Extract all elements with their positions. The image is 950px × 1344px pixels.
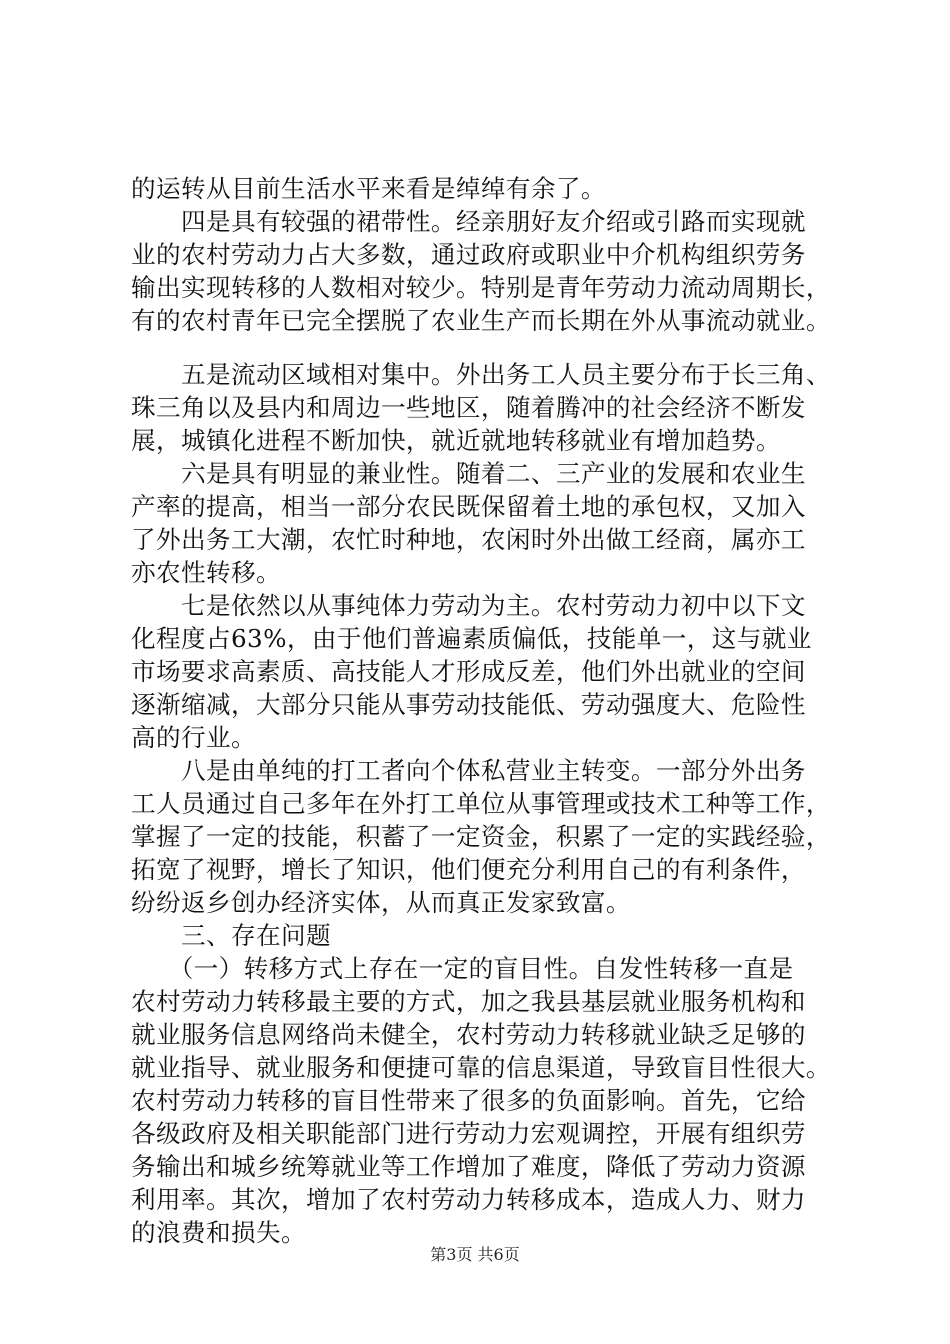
body-text-line: （一）转移方式上存在一定的盲目性。自发性转移一直是: [131, 954, 794, 983]
section-heading: 三、存在问题: [131, 921, 331, 950]
body-text-line: 农村劳动力转移最主要的方式，加之我县基层就业服务机构和: [131, 987, 806, 1016]
body-text-line: 市场要求高素质、高技能人才形成反差，他们外出就业的空间: [131, 657, 806, 686]
body-text-line: 逐渐缩减，大部分只能从事劳动技能低、劳动强度大、危险性: [131, 690, 806, 719]
body-text-line: 产率的提高，相当一部分农民既保留着土地的承包权，又加入: [131, 492, 806, 521]
body-text-line: 利用率。其次，增加了农村劳动力转移成本，造成人力、财力: [131, 1185, 806, 1214]
body-text-line: 拓宽了视野，增长了知识，他们便充分利用自己的有利条件，: [131, 855, 806, 884]
body-text-line: 业的农村劳动力占大多数，通过政府或职业中介机构组织劳务: [131, 240, 806, 269]
body-text-line: 化程度占63%，由于他们普遍素质偏低，技能单一，这与就业: [131, 624, 812, 653]
page-number-footer: 第3页 共6页: [430, 1245, 520, 1264]
body-text-line: 了外出务工大潮，农忙时种地，农闲时外出做工经商，属亦工: [131, 525, 806, 554]
body-text-line: 五是流动区域相对集中。外出务工人员主要分布于长三角、: [131, 360, 831, 389]
body-text-line: 的运转从目前生活水平来看是绰绰有余了。: [131, 174, 606, 203]
body-text-line: 六是具有明显的兼业性。随着二、三产业的发展和农业生: [131, 459, 806, 488]
body-text-line: 亦农性转移。: [131, 558, 281, 587]
body-text-line: 的浪费和损失。: [131, 1218, 306, 1247]
body-text-line: 掌握了一定的技能，积蓄了一定资金，积累了一定的实践经验，: [131, 822, 831, 851]
body-text-line: 有的农村青年已完全摆脱了农业生产而长期在外从事流动就业。: [131, 306, 831, 335]
body-text-line: 农村劳动力转移的盲目性带来了很多的负面影响。首先，它给: [131, 1086, 806, 1115]
body-text-line: 纷纷返乡创办经济实体，从而真正发家致富。: [131, 888, 631, 917]
body-text-line: 七是依然以从事纯体力劳动为主。农村劳动力初中以下文: [131, 591, 806, 620]
body-text-line: 输出实现转移的人数相对较少。特别是青年劳动力流动周期长，: [131, 273, 831, 302]
body-text-line: 八是由单纯的打工者向个体私营业主转变。一部分外出务: [131, 756, 806, 785]
body-text-line: 务输出和城乡统筹就业等工作增加了难度，降低了劳动力资源: [131, 1152, 806, 1181]
body-text-line: 高的行业。: [131, 723, 256, 752]
body-text-line: 就业指导、就业服务和便捷可靠的信息渠道，导致盲目性很大。: [131, 1053, 831, 1082]
body-text-line: 四是具有较强的裙带性。经亲朋好友介绍或引路而实现就: [131, 207, 806, 236]
body-text-line: 展，城镇化进程不断加快，就近就地转移就业有增加趋势。: [131, 426, 781, 455]
body-text-line: 各级政府及相关职能部门进行劳动力宏观调控，开展有组织劳: [131, 1119, 806, 1148]
body-text-line: 珠三角以及县内和周边一些地区，随着腾冲的社会经济不断发: [131, 393, 806, 422]
body-text-line: 就业服务信息网络尚未健全，农村劳动力转移就业缺乏足够的: [131, 1020, 806, 1049]
body-text-line: 工人员通过自己多年在外打工单位从事管理或技术工种等工作，: [131, 789, 831, 818]
